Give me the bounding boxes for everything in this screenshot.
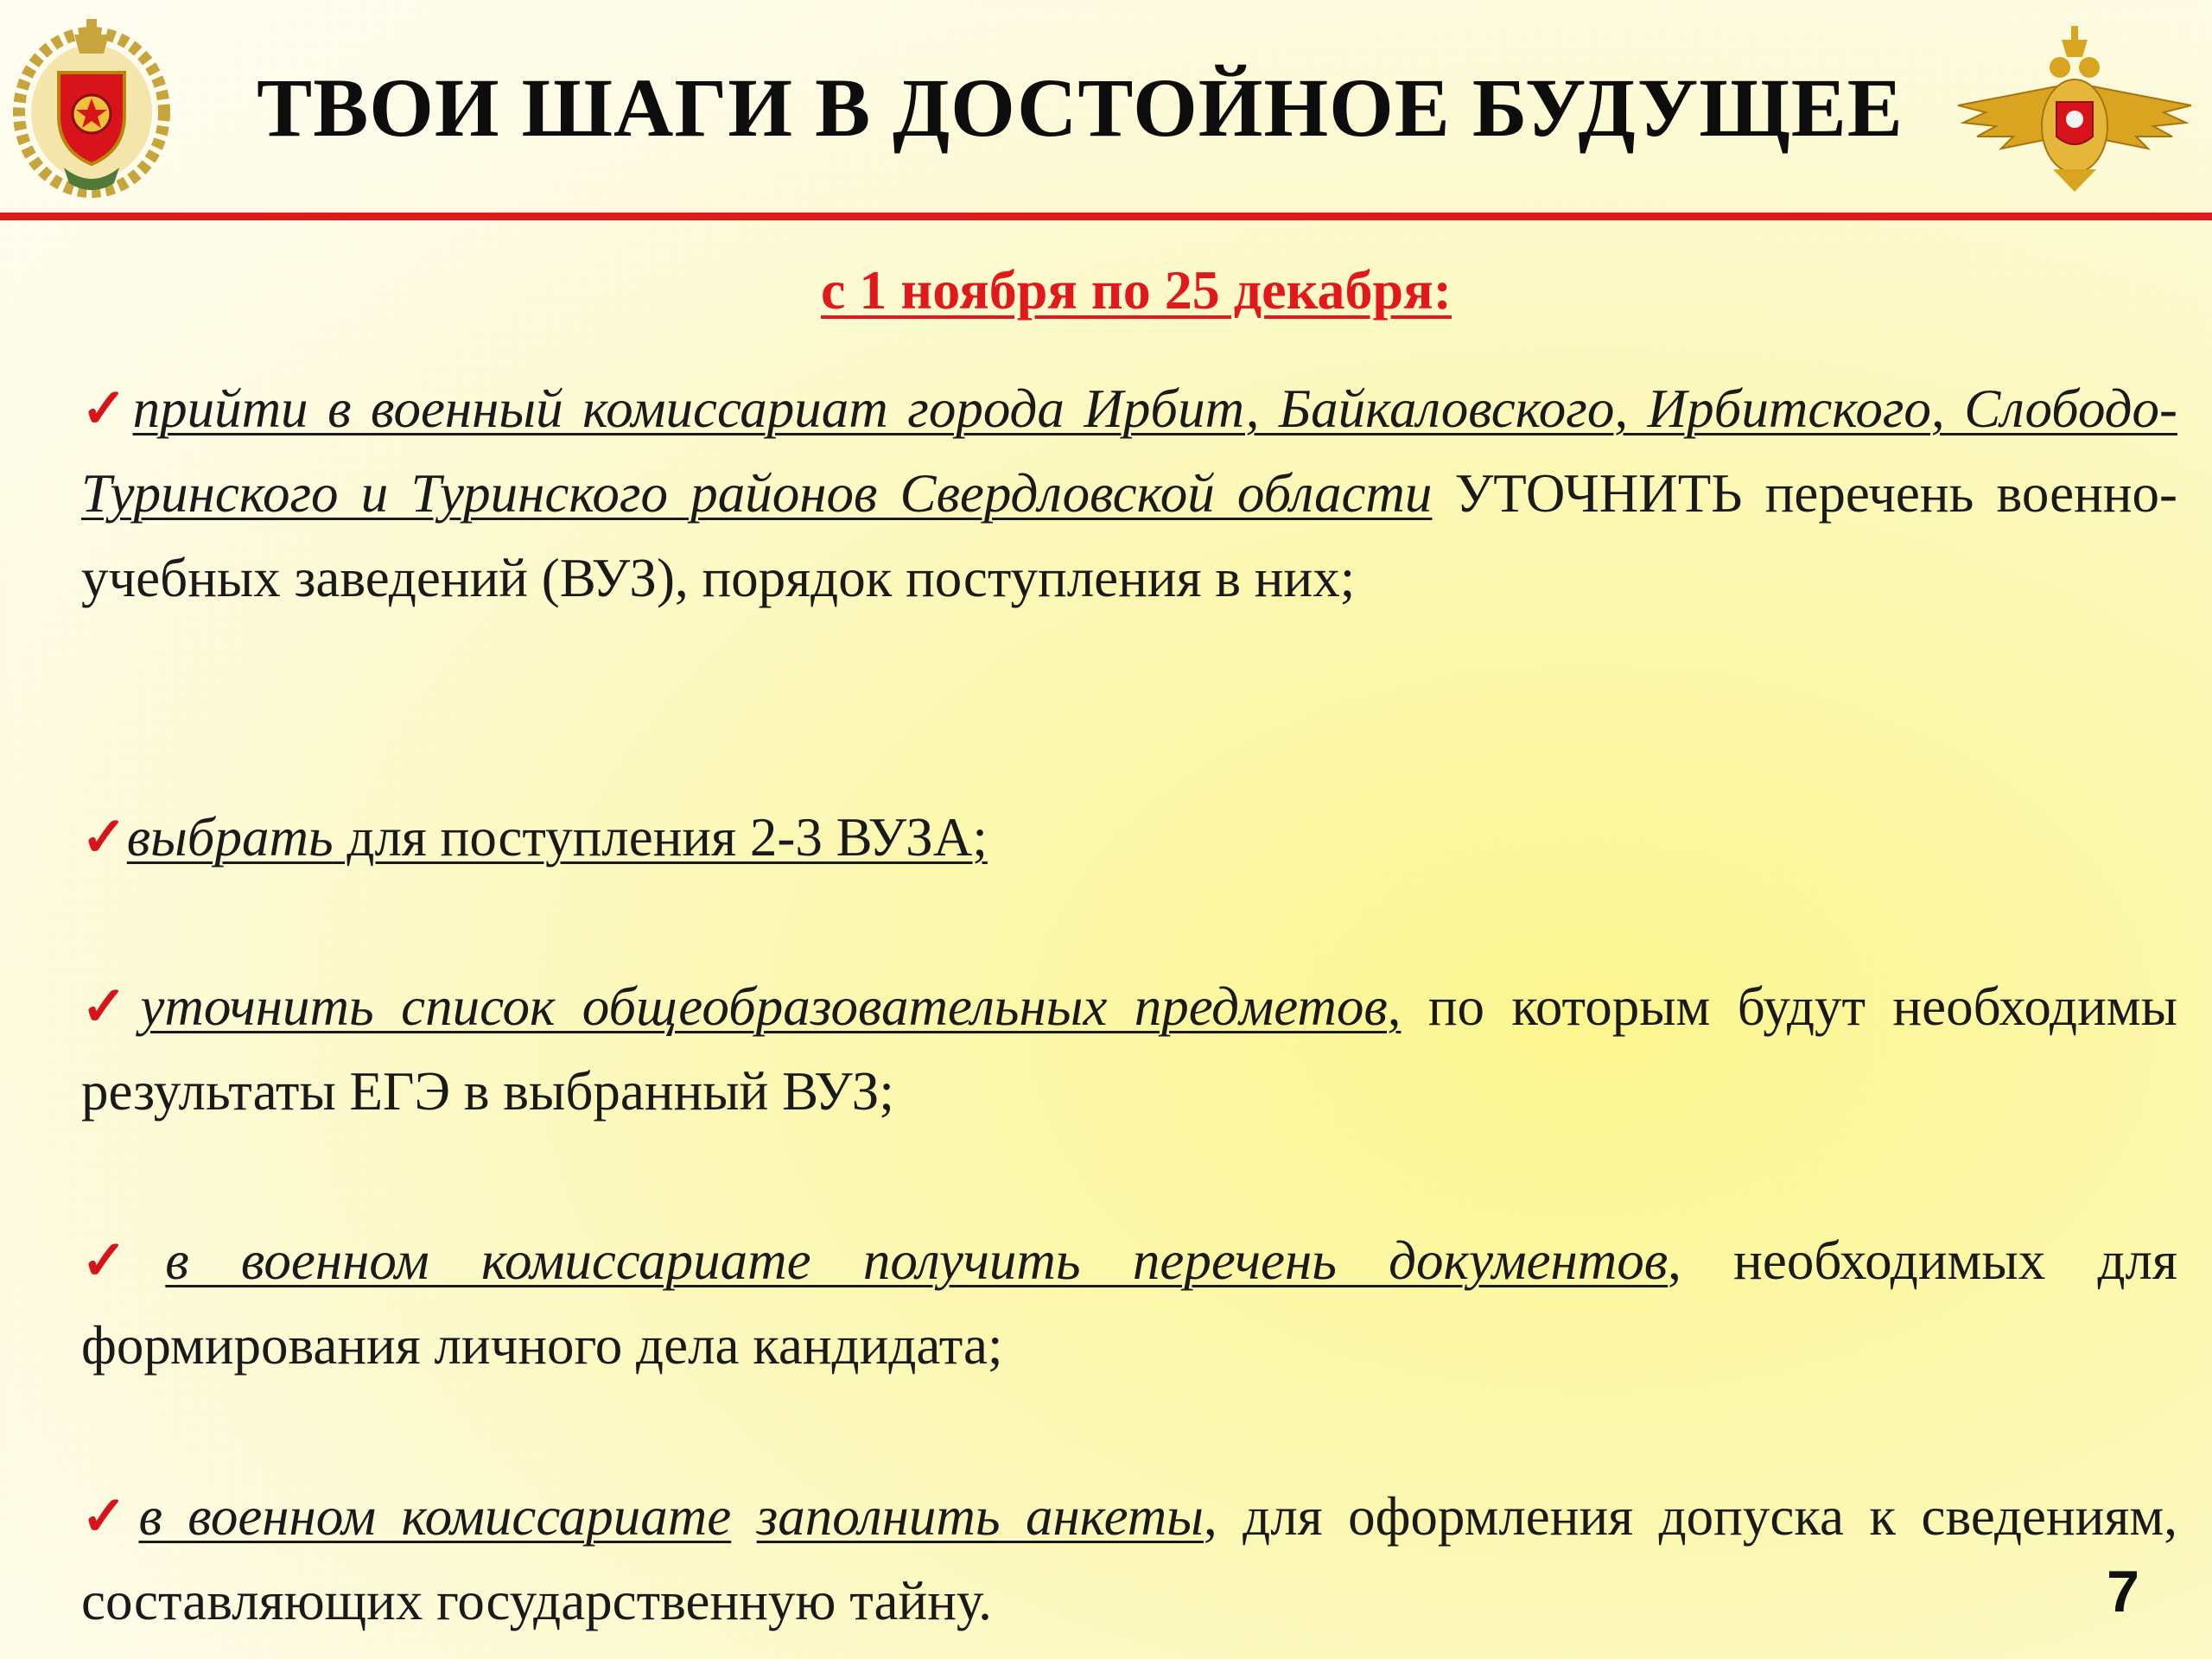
item-text: УТОЧНИТЬ перечень военно-учебных заведений (ВУЗ), порядок поступления в них; [81, 463, 2177, 608]
checkmark-icon: ✓ [81, 1486, 139, 1547]
list-item [81, 1474, 2177, 1643]
item-text: по которым будут необходимы результаты ЕГЭ в выбранный ВУЗ; [81, 976, 2177, 1122]
list-item [81, 795, 2177, 880]
slide-title: ТВОИ ШАГИ В ДОСТОЙНОЕ БУДУЩЕЕ [257, 61, 1904, 154]
header-red-rule [0, 213, 2212, 220]
item-emphasis: в военном комиссариате получить перечень документов [165, 1230, 1669, 1291]
checkmark-icon: ✓ [81, 976, 141, 1037]
double-headed-eagle-icon [1951, 22, 2198, 192]
list-item [81, 964, 2177, 1134]
checkmark-icon: ✓ [81, 378, 133, 439]
list-item [81, 1218, 2177, 1388]
item-text: для поступления 2-3 ВУЗА; [333, 807, 988, 868]
checkmark-icon: ✓ [81, 1230, 166, 1291]
page-number: 7 [2107, 1559, 2139, 1624]
item-emphasis: уточнить список общеобразовательных предметов, [140, 976, 1402, 1037]
item-text: , необходимых для формирования личного дела кандидата; [81, 1230, 2177, 1376]
item-emphasis: выбрать [126, 807, 334, 868]
item-emphasis: прийти в военный комиссариат города Ирбит, Байкаловского, Ирбитского, Слободо-Туринского и Туринского районов Свердловской области [81, 378, 2177, 524]
list-item [81, 366, 2177, 620]
item-text: , для оформления допуска к сведениям, составляющих государственную тайну. [81, 1486, 2177, 1631]
date-range-heading: с 1 ноября по 25 декабря: [821, 259, 1452, 321]
checkmark-icon: ✓ [81, 807, 127, 868]
item-emphasis: в военном комиссариате [138, 1486, 732, 1547]
slide-header [0, 0, 2212, 216]
item-emphasis-second: заполнить анкеты [756, 1486, 1204, 1547]
